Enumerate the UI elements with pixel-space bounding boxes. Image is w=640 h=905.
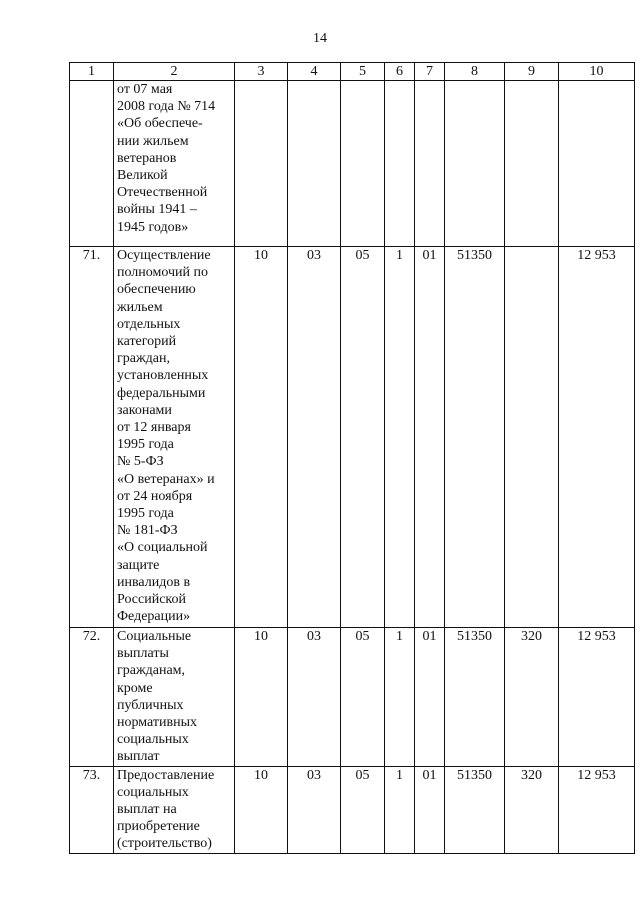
header-col-5: 5: [341, 63, 385, 81]
cell-col-4: [288, 81, 341, 247]
budget-table: [69, 62, 635, 854]
table-row: [70, 766, 635, 853]
row-number: [70, 81, 114, 247]
header-col-10: 10: [559, 63, 635, 81]
header-col-3: 3: [235, 63, 288, 81]
header-col-6: 6: [385, 63, 415, 81]
cell-col-10: 12 953: [559, 628, 635, 767]
cell-col-7: 01: [415, 766, 445, 853]
cell-col-6: [385, 81, 415, 247]
row-name: от 07 мая 2008 года № 714 «Об обеспече- нии жильем ветеранов Великой Отечественной войны 1941 – 1945 годов»: [114, 81, 235, 247]
cell-col-8: [445, 81, 505, 247]
row-name: Социальные выплаты гражданам, кроме публичных нормативных социальных выплат: [114, 628, 235, 767]
cell-col-10: 12 953: [559, 766, 635, 853]
cell-col-6: 1: [385, 628, 415, 767]
cell-col-5: 05: [341, 247, 385, 628]
cell-col-5: 05: [341, 628, 385, 767]
header-col-2: 2: [114, 63, 235, 81]
cell-col-5: 05: [341, 766, 385, 853]
cell-col-3: 10: [235, 247, 288, 628]
cell-col-10: [559, 81, 635, 247]
cell-col-7: 01: [415, 247, 445, 628]
header-col-8: 8: [445, 63, 505, 81]
table-row: [70, 628, 635, 767]
cell-col-8: 51350: [445, 247, 505, 628]
header-col-4: 4: [288, 63, 341, 81]
row-number: 72.: [70, 628, 114, 767]
table-row: [70, 247, 635, 628]
cell-col-7: [415, 81, 445, 247]
row-number: 71.: [70, 247, 114, 628]
cell-col-8: 51350: [445, 628, 505, 767]
cell-col-10: 12 953: [559, 247, 635, 628]
header-col-7: 7: [415, 63, 445, 81]
page-number: 14: [313, 31, 327, 46]
cell-col-6: 1: [385, 247, 415, 628]
cell-col-4: 03: [288, 247, 341, 628]
header-col-9: 9: [505, 63, 559, 81]
row-name: Предоставление социальных выплат на приобретение (строительство): [114, 766, 235, 853]
table-row: [70, 81, 635, 247]
cell-col-4: 03: [288, 766, 341, 853]
cell-col-5: [341, 81, 385, 247]
cell-col-7: 01: [415, 628, 445, 767]
cell-col-9: 320: [505, 628, 559, 767]
cell-col-9: [505, 247, 559, 628]
row-name: Осуществление полномочий по обеспечению жильем отдельных категорий граждан, установленных федеральными законами от 12 января 1995 года № 5-ФЗ «О ветеранах» и от 24 ноября 1995 года № 181-ФЗ «О социальной защите инвалидов в Российской Федерации»: [114, 247, 235, 628]
cell-col-6: 1: [385, 766, 415, 853]
table-header-row: [70, 63, 635, 81]
cell-col-9: [505, 81, 559, 247]
header-col-1: 1: [70, 63, 114, 81]
cell-col-8: 51350: [445, 766, 505, 853]
cell-col-3: [235, 81, 288, 247]
cell-col-3: 10: [235, 628, 288, 767]
cell-col-4: 03: [288, 628, 341, 767]
cell-col-9: 320: [505, 766, 559, 853]
row-number: 73.: [70, 766, 114, 853]
cell-col-3: 10: [235, 766, 288, 853]
